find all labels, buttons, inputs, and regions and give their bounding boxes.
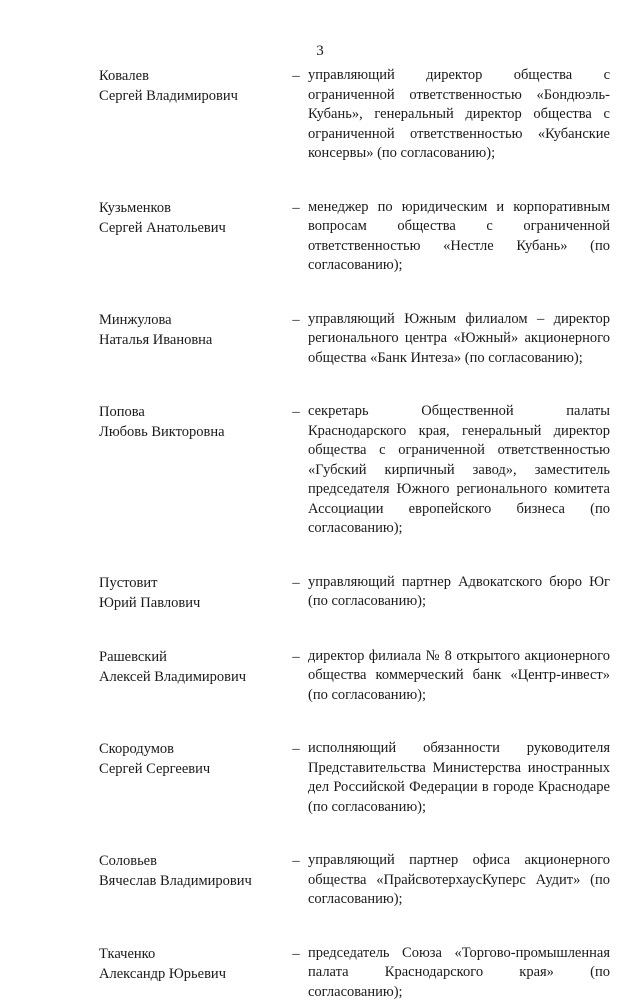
member-position: исполняющий обязанности руководителя Представительства Министерства иностранных дел Российской Федерации в городе Краснодаре (по согласованию);	[308, 739, 610, 817]
dash-separator: –	[284, 739, 308, 759]
member-name	[99, 647, 284, 687]
dash-separator: –	[284, 198, 308, 218]
member-name	[99, 573, 284, 613]
member-entry	[99, 647, 611, 706]
member-given-names: Александр Юрьевич	[99, 964, 284, 984]
dash-separator: –	[284, 573, 308, 593]
member-position: управляющий директор общества с ограниченной ответственностью «Бондюэль-Кубань», генеральный директор общества с ограниченной ответственностью «Кубанские консервы» (по согласованию);	[308, 66, 610, 164]
member-given-names: Сергей Владимирович	[99, 86, 284, 106]
dash-separator: –	[284, 66, 308, 86]
member-entry	[99, 198, 611, 276]
member-surname: Кузьменков	[99, 198, 284, 218]
dash-separator: –	[284, 944, 308, 964]
member-given-names: Сергей Анатольевич	[99, 218, 284, 238]
member-position: директор филиала № 8 открытого акционерного общества коммерческий банк «Центр-инвест» (по согласованию);	[308, 647, 610, 706]
member-entry	[99, 573, 611, 613]
member-surname: Ковалев	[99, 66, 284, 86]
member-given-names: Сергей Сергеевич	[99, 759, 284, 779]
member-position: секретарь Общественной палаты Краснодарского края, генеральный директор общества с ограниченной ответственностью «Губский кирпичный завод», заместитель председателя Южного регионального комитета Ассоциации европейского бизнеса (по согласованию);	[308, 402, 610, 539]
member-name	[99, 402, 284, 442]
member-given-names: Наталья Ивановна	[99, 330, 284, 350]
member-surname: Рашевский	[99, 647, 284, 667]
member-given-names: Юрий Павлович	[99, 593, 284, 613]
member-surname: Скородумов	[99, 739, 284, 759]
member-position: управляющий партнер офиса акционерного общества «ПрайсвотерхаусКуперс Аудит» (по согласованию);	[308, 851, 610, 910]
member-name	[99, 739, 284, 779]
member-name	[99, 198, 284, 238]
member-list	[99, 66, 611, 1002]
member-entry	[99, 739, 611, 817]
member-entry	[99, 851, 611, 910]
dash-separator: –	[284, 851, 308, 871]
member-entry	[99, 402, 611, 539]
member-entry	[99, 66, 611, 164]
member-given-names: Вячеслав Владимирович	[99, 871, 284, 891]
dash-separator: –	[284, 647, 308, 667]
member-position: управляющий Южным филиалом – директор регионального центра «Южный» акционерного общества «Банк Интеза» (по согласованию);	[308, 310, 610, 369]
member-entry	[99, 944, 611, 1002]
member-surname: Пустовит	[99, 573, 284, 593]
member-name	[99, 944, 284, 984]
member-surname: Попова	[99, 402, 284, 422]
member-entry	[99, 310, 611, 369]
member-surname: Минжулова	[99, 310, 284, 330]
dash-separator: –	[284, 402, 308, 422]
member-name	[99, 66, 284, 106]
page-number: 3	[0, 42, 640, 60]
member-surname: Ткаченко	[99, 944, 284, 964]
member-given-names: Алексей Владимирович	[99, 667, 284, 687]
member-name	[99, 310, 284, 350]
dash-separator: –	[284, 310, 308, 330]
member-position: управляющий партнер Адвокатского бюро Юг (по согласованию);	[308, 573, 610, 612]
member-name	[99, 851, 284, 891]
member-given-names: Любовь Викторовна	[99, 422, 284, 442]
member-position: менеджер по юридическим и корпоративным вопросам общества с ограниченной ответственностью «Нестле Кубань» (по согласованию);	[308, 198, 610, 276]
member-position: председатель Союза «Торгово-промышленная палата Краснодарского края» (по согласованию);	[308, 944, 610, 1002]
member-surname: Соловьев	[99, 851, 284, 871]
